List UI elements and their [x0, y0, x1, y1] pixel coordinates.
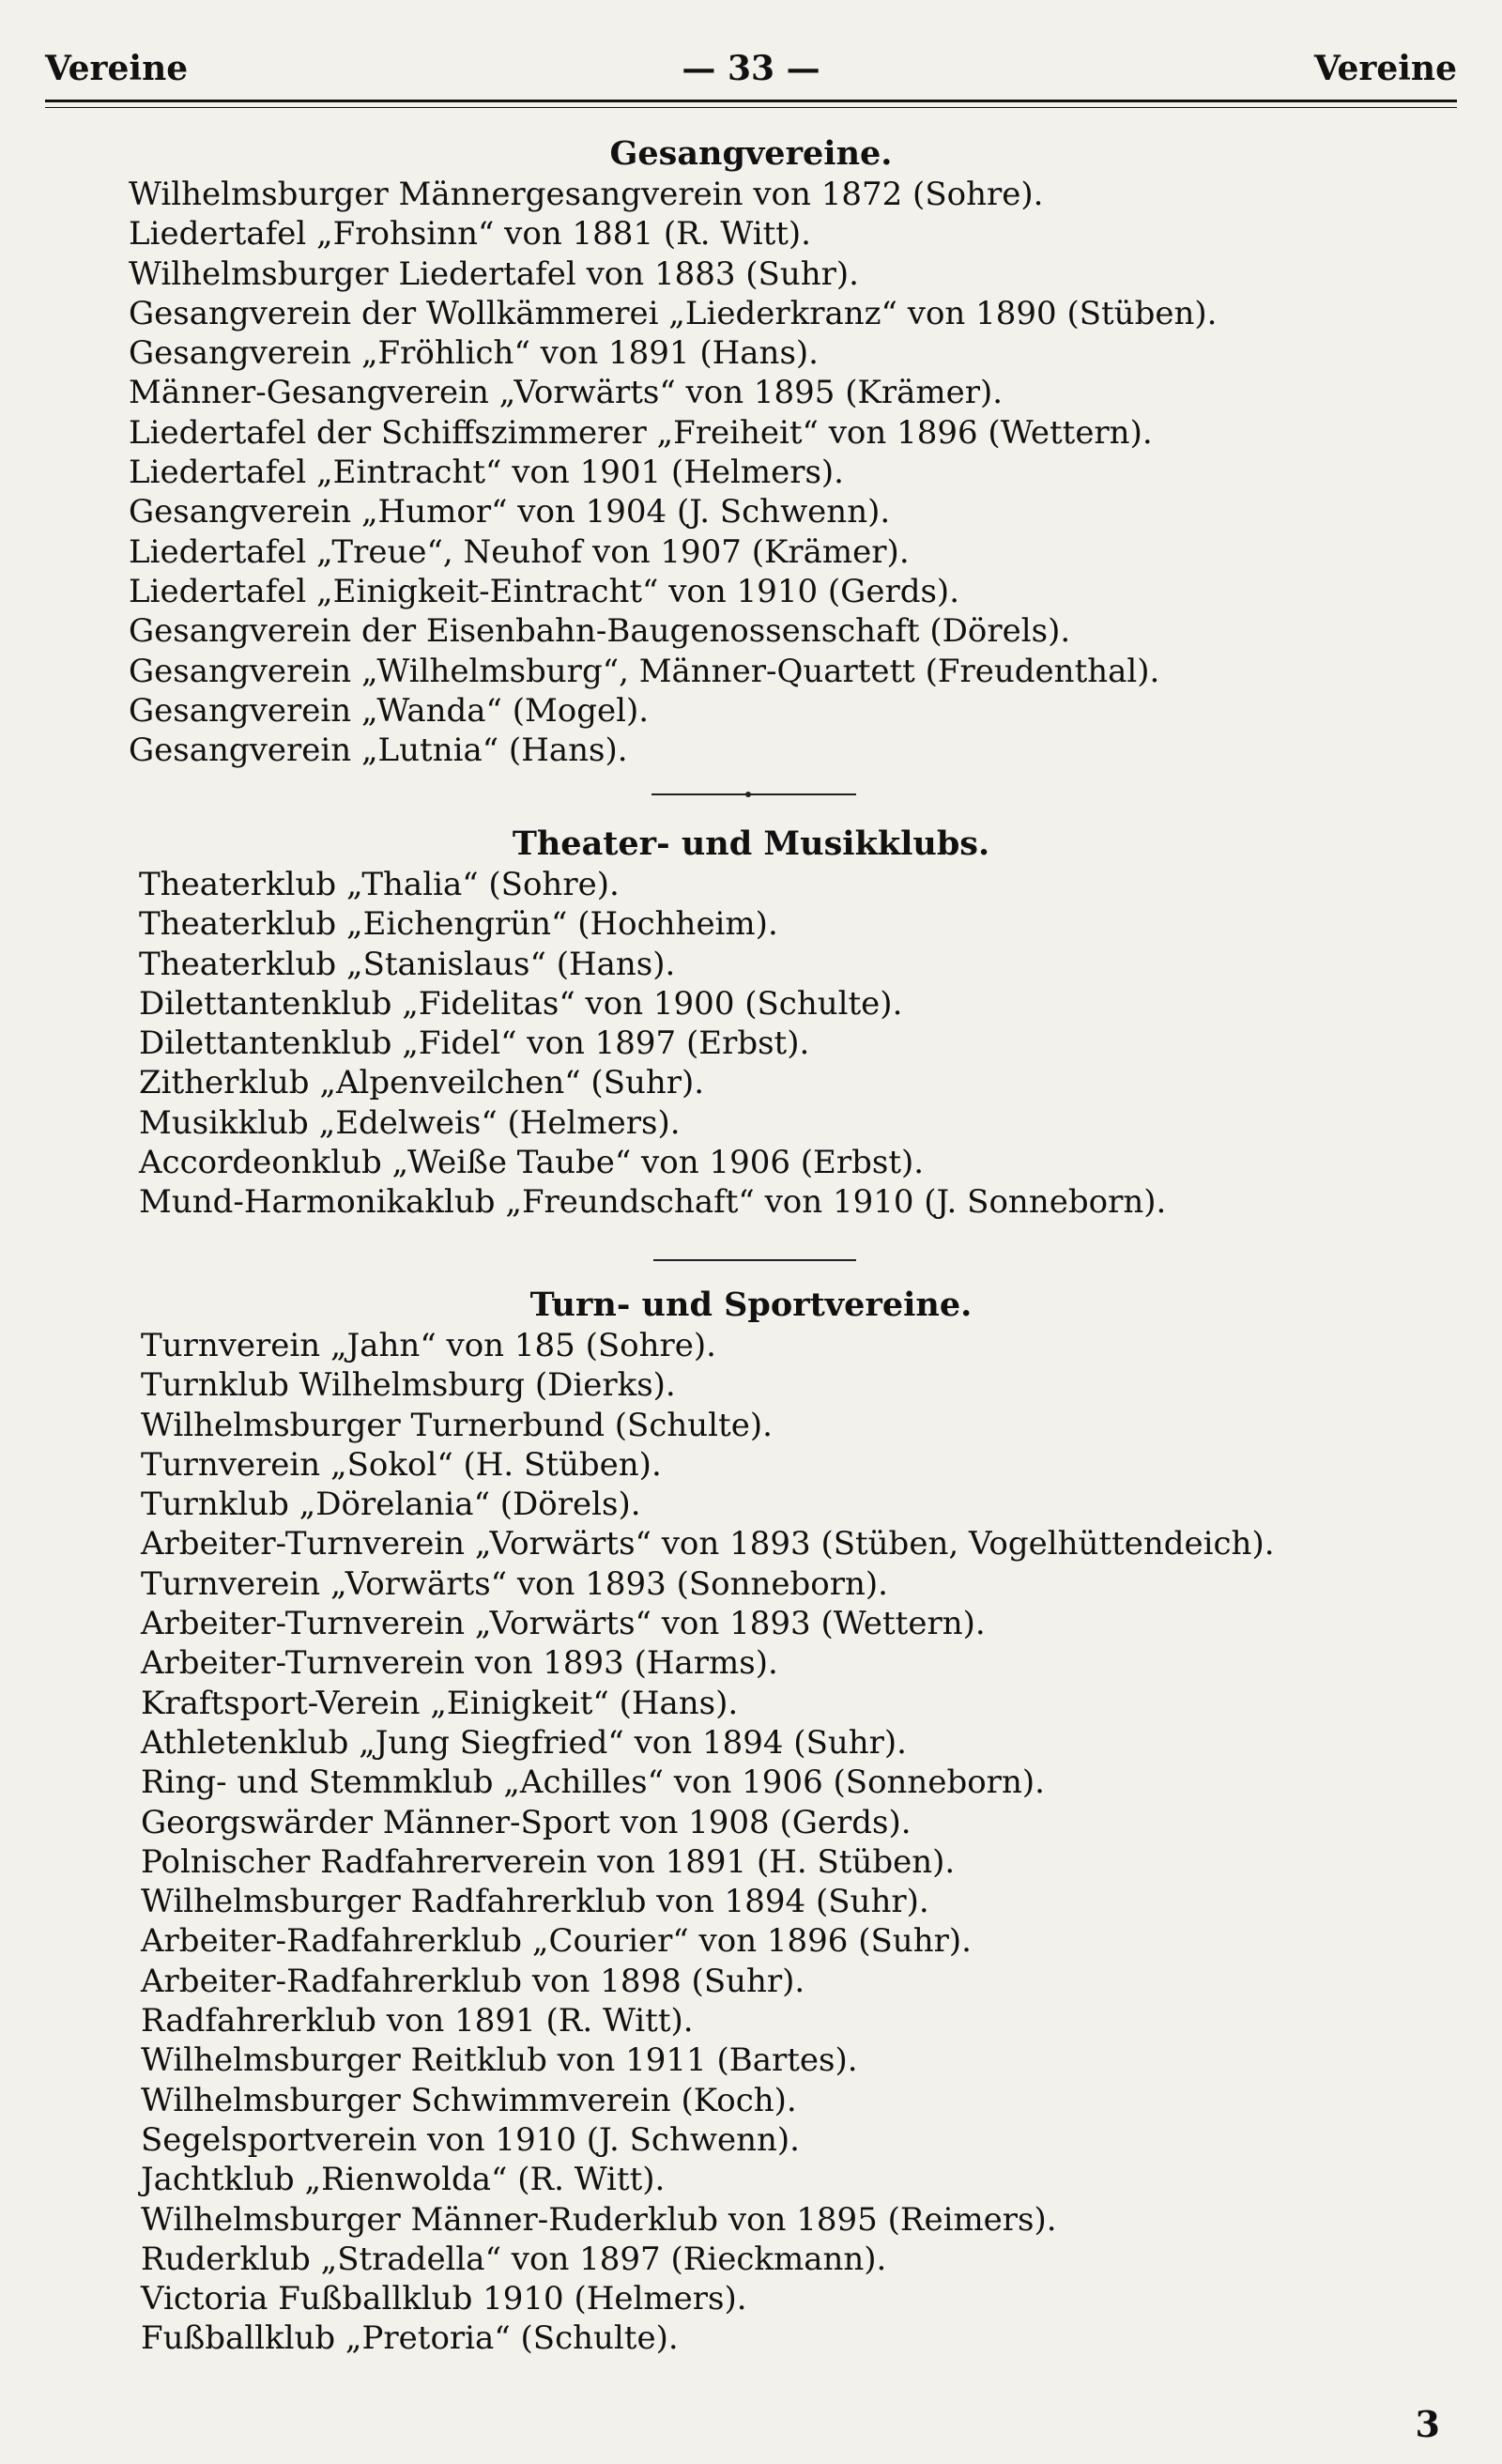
list-item: Victoria Fußballklub 1910 (Helmers).: [141, 2280, 747, 2318]
section-divider: [651, 793, 856, 795]
list-item: Gesangverein „Wanda“ (Mogel).: [129, 691, 650, 730]
list-item: Gesangverein der Wollkämmerei „Liederkranz“ von 1890 (Stüben).: [129, 294, 1218, 332]
list-item: Segelsportverein von 1910 (J. Schwenn).: [141, 2120, 800, 2159]
list-item: Wilhelmsburger Männer-Ruderklub von 1895 (Reimers).: [141, 2200, 1057, 2239]
header-right-title: Vereine: [1313, 49, 1457, 88]
section-title: Theater- und Musikklubs.: [512, 824, 990, 863]
list-item: Athletenklub „Jung Siegfried“ von 1894 (Suhr).: [141, 1723, 907, 1762]
list-item: Arbeiter-Turnverein „Vorwärts“ von 1893 (Wettern).: [141, 1605, 986, 1643]
list-item: Wilhelmsburger Liedertafel von 1883 (Suhr).: [129, 254, 859, 293]
list-item: Turnverein „Jahn“ von 185 (Sohre).: [141, 1327, 716, 1364]
list-item: Ruderklub „Stradella“ von 1897 (Rieckmann).: [141, 2240, 887, 2278]
divider-dot: [745, 792, 751, 797]
list-item: Gesangverein der Eisenbahn-Baugenossenschaft (Dörels).: [129, 612, 1071, 651]
list-item: Theaterklub „Eichengrün“ (Hochheim).: [139, 905, 778, 944]
club-list: [141, 1326, 1502, 2359]
list-item: Turnverein „Sokol“ (H. Stüben).: [141, 1445, 662, 1484]
section-title: Gesangvereine.: [609, 134, 893, 173]
list-item: Zitherklub „Alpenveilchen“ (Suhr).: [139, 1064, 705, 1102]
list-item: Wilhelmsburger Männergesangverein von 1872 (Sohre).: [129, 176, 1044, 213]
list-item: Liedertafel „Treue“, Neuhof von 1907 (Krämer).: [129, 532, 910, 571]
list-item: Wilhelmsburger Schwimmverein (Koch).: [141, 2081, 797, 2119]
list-item: Wilhelmsburger Reitklub von 1911 (Bartes).: [141, 2041, 858, 2080]
list-item: Mund-Harmonikaklub „Freundschaft“ von 1910 (J. Sonneborn).: [139, 1183, 1167, 1222]
list-item: Gesangverein „Wilhelmsburg“, Männer-Quartett (Freudenthal).: [129, 652, 1160, 690]
list-item: Polnischer Radfahrerverein von 1891 (H. Stüben).: [141, 1842, 956, 1881]
footer-page-number: 3: [1415, 2403, 1440, 2445]
list-item: Dilettantenklub „Fidel“ von 1897 (Erbst).: [139, 1024, 810, 1063]
header-rule-thick: [45, 100, 1457, 102]
section-turn-sportvereine: [0, 1285, 1502, 2359]
header-left-title: Vereine: [45, 49, 189, 88]
list-item: Liedertafel der Schiffszimmerer „Freiheit“ von 1896 (Wettern).: [129, 413, 1153, 452]
list-item: Georgswärder Männer-Sport von 1908 (Gerds).: [141, 1803, 912, 1841]
list-item: Kraftsport-Verein „Einigkeit“ (Hans).: [141, 1684, 739, 1722]
list-item: Männer-Gesangverein „Vorwärts“ von 1895 (Krämer).: [129, 374, 1004, 412]
list-item: Accordeonklub „Weiße Taube“ von 1906 (Erbst).: [139, 1144, 925, 1182]
list-item: Musikklub „Edelweis“ (Helmers).: [139, 1103, 681, 1142]
list-item: Dilettantenklub „Fidelitas“ von 1900 (Schulte).: [139, 984, 903, 1023]
list-item: Fußballklub „Pretoria“ (Schulte).: [141, 2319, 679, 2358]
list-item: Liedertafel „Einigkeit-Eintracht“ von 1910 (Gerds).: [129, 572, 959, 610]
list-item: Turnverein „Vorwärts“ von 1893 (Sonneborn).: [141, 1564, 888, 1603]
list-item: Liedertafel „Eintracht“ von 1901 (Helmers).: [129, 454, 844, 492]
list-item: Turnklub Wilhelmsburg (Dierks).: [141, 1366, 676, 1405]
list-item: Gesangverein „Fröhlich“ von 1891 (Hans).: [129, 334, 819, 373]
section-title: Turn- und Sportvereine.: [529, 1286, 973, 1324]
header-page-number: — 33 —: [682, 49, 820, 88]
list-item: Liedertafel „Frohsinn“ von 1881 (R. Witt).: [129, 215, 811, 254]
list-item: Turnklub „Dörelania“ (Dörels).: [141, 1486, 641, 1524]
list-item: Arbeiter-Radfahrerklub „Courier“ von 1896 (Suhr).: [141, 1922, 972, 1961]
list-item: Wilhelmsburger Turnerbund (Schulte).: [141, 1406, 773, 1444]
section-theater-musikklubs: [0, 824, 1502, 1223]
list-item: Wilhelmsburger Radfahrerklub von 1894 (Suhr).: [141, 1883, 929, 1921]
list-item: Theaterklub „Thalia“ (Sohre).: [139, 866, 620, 903]
running-header: [45, 49, 1457, 96]
list-item: Arbeiter-Turnverein von 1893 (Harms).: [141, 1644, 778, 1683]
list-item: Gesangverein „Humor“ von 1904 (J. Schwenn).: [129, 493, 891, 531]
section-gesangvereine: [0, 133, 1502, 770]
list-item: Theaterklub „Stanislaus“ (Hans).: [139, 945, 676, 983]
list-item: Arbeiter-Radfahrerklub von 1898 (Suhr).: [141, 1962, 805, 2000]
list-item: Ring- und Stemmklub „Achilles“ von 1906 (Sonneborn).: [141, 1763, 1045, 1802]
list-item: Radfahrerklub von 1891 (R. Witt).: [141, 2002, 694, 2040]
header-rule-thin: [45, 107, 1457, 108]
section-divider: [653, 1259, 856, 1261]
club-list: [139, 865, 1502, 1223]
list-item: Jachtklub „Rienwolda“ (R. Witt).: [141, 2161, 666, 2199]
list-item: Arbeiter-Turnverein „Vorwärts“ von 1893 (Stüben, Vogelhüttendeich).: [141, 1525, 1275, 1563]
list-item: Gesangverein „Lutnia“ (Hans).: [129, 732, 628, 770]
club-list: [129, 175, 1502, 770]
